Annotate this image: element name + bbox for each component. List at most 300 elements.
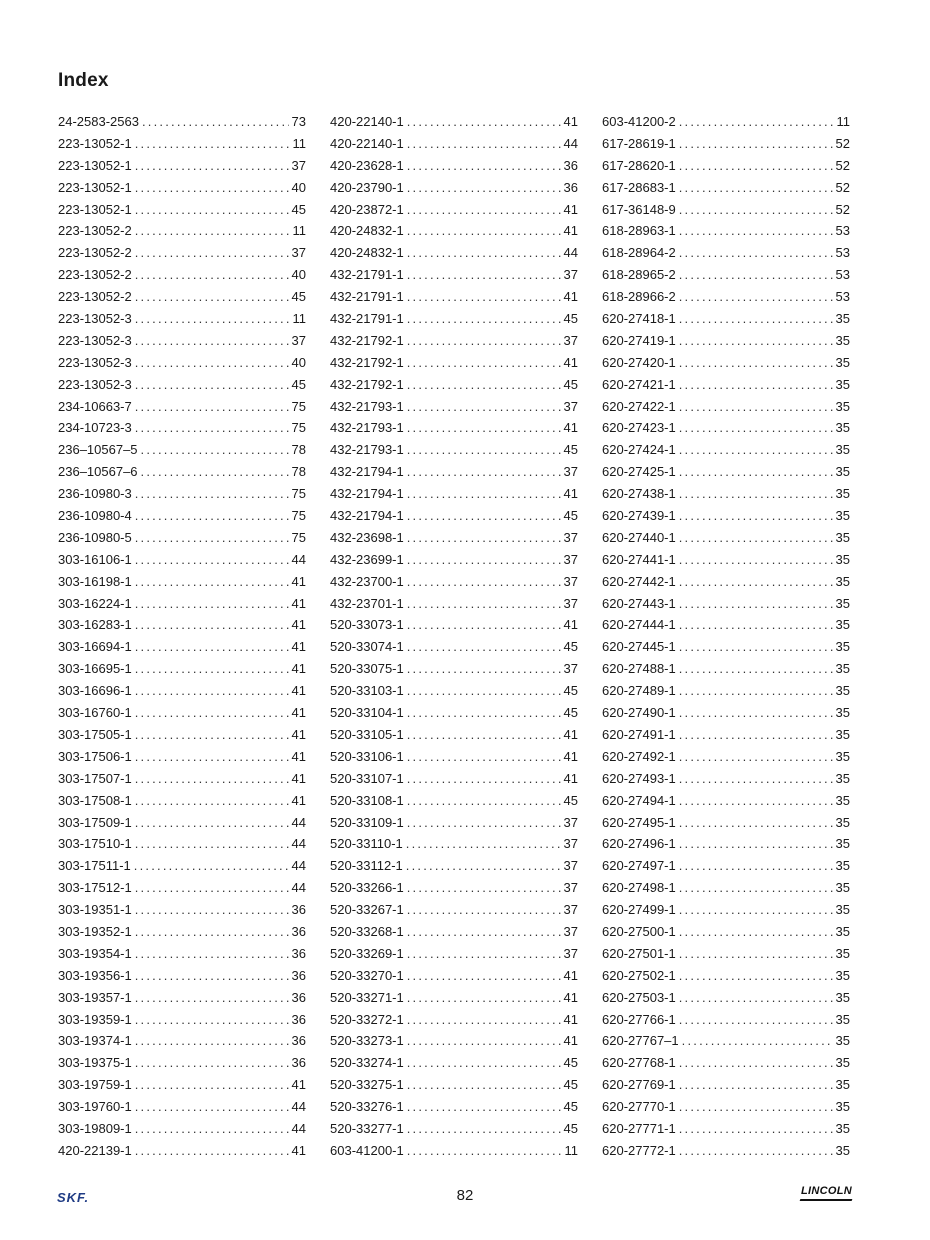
part-number: 620-27489-1 (602, 683, 676, 699)
part-number: 303-16198-1 (58, 573, 132, 589)
page-reference: 75 (291, 398, 306, 414)
dot-leader (135, 180, 289, 195)
index-entry (58, 727, 306, 749)
part-number: 420-23872-1 (330, 201, 404, 217)
dot-leader (135, 596, 289, 611)
index-entry (58, 114, 306, 136)
part-number: 236-10980-4 (58, 508, 132, 524)
index-entry (330, 858, 578, 880)
dot-leader (135, 420, 289, 435)
index-entry (330, 661, 578, 683)
index-entry (330, 136, 578, 158)
dot-leader (407, 289, 561, 304)
page-reference: 35 (835, 1099, 850, 1115)
index-entry (602, 596, 850, 618)
index-entry (58, 267, 306, 289)
part-number: 303-16224-1 (58, 595, 132, 611)
index-entry (58, 705, 306, 727)
part-number: 620-27494-1 (602, 792, 676, 808)
page-reference: 41 (563, 1011, 578, 1027)
dot-leader (135, 639, 289, 654)
dot-leader (679, 749, 833, 764)
index-entry (330, 990, 578, 1012)
index-entry (330, 1055, 578, 1077)
index-entry (58, 333, 306, 355)
index-entry (330, 223, 578, 245)
dot-leader (679, 114, 833, 129)
part-number: 303-17512-1 (58, 880, 132, 896)
page-reference: 45 (563, 1055, 578, 1071)
page-reference: 35 (835, 595, 850, 611)
page-reference: 44 (291, 1120, 306, 1136)
page-reference: 52 (835, 135, 850, 151)
index-entry (330, 377, 578, 399)
page-reference: 41 (563, 114, 578, 129)
part-number: 620-27496-1 (602, 836, 676, 852)
part-number: 520-33269-1 (330, 945, 404, 961)
dot-leader (135, 705, 289, 720)
dot-leader (679, 223, 833, 238)
page-reference: 37 (563, 332, 578, 348)
index-entry (602, 552, 850, 574)
index-entry (602, 574, 850, 596)
dot-leader (135, 836, 289, 851)
dot-leader (135, 924, 289, 939)
page-reference: 75 (291, 529, 306, 545)
dot-leader (407, 158, 561, 173)
dot-leader (679, 1121, 833, 1136)
part-number: 303-19356-1 (58, 967, 132, 983)
part-number: 617-28620-1 (602, 157, 676, 173)
part-number: 520-33266-1 (330, 880, 404, 896)
index-entry (602, 223, 850, 245)
index-entry (330, 1077, 578, 1099)
part-number: 620-27422-1 (602, 398, 676, 414)
dot-leader (141, 464, 289, 479)
part-number: 303-17507-1 (58, 770, 132, 786)
index-entry (58, 530, 306, 552)
dot-leader (135, 1012, 289, 1027)
dot-leader (135, 990, 289, 1005)
dot-leader (679, 158, 833, 173)
dot-leader (407, 617, 561, 632)
part-number: 520-33110-1 (330, 836, 403, 852)
index-entry (330, 355, 578, 377)
dot-leader (135, 289, 289, 304)
index-entry (602, 1099, 850, 1121)
page-reference: 35 (835, 354, 850, 370)
part-number: 520-33109-1 (330, 814, 404, 830)
index-entry (58, 617, 306, 639)
dot-leader (135, 946, 289, 961)
dot-leader (679, 1012, 833, 1027)
page-reference: 41 (291, 726, 306, 742)
dot-leader (679, 267, 833, 282)
part-number: 432-23701-1 (330, 595, 404, 611)
index-entry (602, 377, 850, 399)
index-entry (602, 880, 850, 902)
dot-leader (407, 968, 561, 983)
part-number: 223-13052-1 (58, 201, 132, 217)
index-entry (602, 902, 850, 924)
part-number: 303-16283-1 (58, 617, 132, 633)
dot-leader (135, 355, 289, 370)
dot-leader (407, 1121, 561, 1136)
dot-leader (679, 399, 833, 414)
page-reference: 37 (563, 836, 578, 852)
dot-leader (407, 245, 561, 260)
page-reference: 78 (291, 464, 306, 480)
dot-leader (679, 574, 833, 589)
index-entry (58, 661, 306, 683)
part-number: 24-2583-2563 (58, 114, 139, 129)
page-reference: 35 (835, 376, 850, 392)
dot-leader (135, 508, 289, 523)
index-entry (602, 136, 850, 158)
index-entry (602, 1143, 850, 1165)
dot-leader (679, 793, 833, 808)
index-entry (602, 639, 850, 661)
index-entry (602, 420, 850, 442)
dot-leader (679, 289, 833, 304)
page-reference: 35 (835, 836, 850, 852)
index-entry (58, 245, 306, 267)
dot-leader (407, 1099, 561, 1114)
index-entry (58, 508, 306, 530)
dot-leader (679, 311, 833, 326)
part-number: 223-13052-1 (58, 135, 132, 151)
page-reference: 35 (835, 814, 850, 830)
dot-leader (135, 902, 289, 917)
page-reference: 35 (835, 748, 850, 764)
part-number: 620-27768-1 (602, 1055, 676, 1071)
page-reference: 36 (291, 989, 306, 1005)
lincoln-logo-underline (800, 1199, 853, 1201)
index-entry (58, 1033, 306, 1055)
page-reference: 41 (563, 420, 578, 436)
dot-leader (407, 924, 561, 939)
dot-leader (407, 771, 561, 786)
part-number: 236-10980-5 (58, 529, 132, 545)
index-entry (58, 464, 306, 486)
part-number: 432-21791-1 (330, 267, 404, 283)
part-number: 520-33267-1 (330, 902, 404, 918)
part-number: 303-16760-1 (58, 705, 132, 721)
page-reference: 37 (563, 661, 578, 677)
dot-leader (135, 1055, 289, 1070)
page-reference: 75 (291, 420, 306, 436)
dot-leader (679, 968, 833, 983)
page-reference: 11 (292, 311, 306, 327)
page-reference: 53 (835, 245, 850, 261)
part-number: 303-16694-1 (58, 639, 132, 655)
part-number: 620-27767–1 (602, 1033, 679, 1049)
page-reference: 35 (835, 398, 850, 414)
page-reference: 37 (563, 551, 578, 567)
index-entry (58, 574, 306, 596)
dot-leader (679, 1055, 833, 1070)
index-entry (602, 245, 850, 267)
dot-leader (135, 815, 289, 830)
page-title: Index (58, 70, 109, 91)
dot-leader (407, 267, 561, 282)
index-entry (330, 289, 578, 311)
page-reference: 11 (292, 135, 306, 151)
index-entry (58, 136, 306, 158)
index-entry (58, 639, 306, 661)
index-entry (330, 311, 578, 333)
part-number: 236-10980-3 (58, 486, 132, 502)
part-number: 620-27438-1 (602, 486, 676, 502)
dot-leader (407, 574, 561, 589)
part-number: 432-21791-1 (330, 289, 404, 305)
page-reference: 37 (563, 858, 578, 874)
index-entry (58, 858, 306, 880)
dot-leader (142, 114, 289, 129)
part-number: 520-33270-1 (330, 967, 404, 983)
part-number: 618-28966-2 (602, 289, 676, 305)
index-entry (330, 530, 578, 552)
dot-leader (679, 858, 833, 873)
part-number: 420-23628-1 (330, 157, 404, 173)
index-entry (330, 771, 578, 793)
part-number: 620-27440-1 (602, 529, 676, 545)
page-reference: 41 (291, 705, 306, 721)
part-number: 520-33271-1 (330, 989, 404, 1005)
dot-leader (135, 552, 289, 567)
dot-leader (679, 1143, 833, 1158)
index-entry (602, 1012, 850, 1034)
page-reference: 53 (835, 267, 850, 283)
index-entry (330, 727, 578, 749)
index-entry (602, 486, 850, 508)
index-entry (602, 858, 850, 880)
page-reference: 35 (835, 705, 850, 721)
dot-leader (407, 355, 561, 370)
dot-leader (407, 399, 561, 414)
part-number: 303-17510-1 (58, 836, 132, 852)
index-entry (330, 880, 578, 902)
dot-leader (141, 442, 289, 457)
page-reference: 75 (291, 486, 306, 502)
index-entry (58, 771, 306, 793)
dot-leader (135, 1143, 289, 1158)
part-number: 432-23699-1 (330, 551, 404, 567)
dot-leader (135, 1033, 289, 1048)
index-entry (602, 683, 850, 705)
part-number: 303-17509-1 (58, 814, 132, 830)
index-entry (330, 464, 578, 486)
index-entry (58, 924, 306, 946)
dot-leader (407, 1012, 561, 1027)
page-reference: 45 (563, 508, 578, 524)
part-number: 432-21792-1 (330, 354, 404, 370)
part-number: 223-13052-3 (58, 311, 132, 327)
part-number: 620-27488-1 (602, 661, 676, 677)
dot-leader (135, 683, 289, 698)
part-number: 520-33277-1 (330, 1120, 404, 1136)
part-number: 432-23698-1 (330, 529, 404, 545)
part-number: 620-27495-1 (602, 814, 676, 830)
index-entry (58, 552, 306, 574)
index-entry (330, 924, 578, 946)
part-number: 620-27493-1 (602, 770, 676, 786)
page-reference: 41 (563, 223, 578, 239)
dot-leader (135, 880, 289, 895)
index-entry (330, 815, 578, 837)
page-reference: 41 (291, 770, 306, 786)
part-number: 620-27443-1 (602, 595, 676, 611)
dot-leader (407, 333, 561, 348)
page-reference: 45 (563, 1120, 578, 1136)
page-reference: 41 (291, 639, 306, 655)
page-reference: 41 (563, 748, 578, 764)
page-reference: 35 (835, 858, 850, 874)
dot-leader (407, 223, 561, 238)
dot-leader (135, 158, 289, 173)
index-entry (602, 158, 850, 180)
dot-leader (679, 815, 833, 830)
index-column-2 (330, 114, 578, 1165)
part-number: 620-27421-1 (602, 376, 676, 392)
index-entry (58, 486, 306, 508)
index-entry (330, 1099, 578, 1121)
part-number: 223-13052-2 (58, 223, 132, 239)
index-entry (330, 399, 578, 421)
page-reference: 35 (835, 486, 850, 502)
part-number: 303-17511-1 (58, 858, 131, 874)
part-number: 620-27490-1 (602, 705, 676, 721)
index-entry (330, 968, 578, 990)
dot-leader (679, 202, 833, 217)
dot-leader (679, 508, 833, 523)
part-number: 520-33108-1 (330, 792, 404, 808)
part-number: 303-19760-1 (58, 1099, 132, 1115)
page-reference: 37 (291, 245, 306, 261)
part-number: 620-27771-1 (602, 1120, 676, 1136)
index-entry (58, 442, 306, 464)
page-reference: 35 (835, 1142, 850, 1158)
part-number: 420-23790-1 (330, 179, 404, 195)
part-number: 223-13052-3 (58, 332, 132, 348)
index-entry (330, 639, 578, 661)
index-entry (602, 705, 850, 727)
dot-leader (679, 683, 833, 698)
page-reference: 35 (835, 989, 850, 1005)
part-number: 223-13052-2 (58, 289, 132, 305)
part-number: 520-33103-1 (330, 683, 404, 699)
index-entry (602, 1033, 850, 1055)
part-number: 234-10723-3 (58, 420, 132, 436)
dot-leader (407, 420, 561, 435)
dot-leader (135, 333, 289, 348)
page-reference: 41 (563, 354, 578, 370)
part-number: 617-36148-9 (602, 201, 676, 217)
page-reference: 41 (291, 1077, 306, 1093)
part-number: 620-27419-1 (602, 332, 676, 348)
page-reference: 35 (835, 1055, 850, 1071)
index-entry (602, 771, 850, 793)
page-reference: 41 (563, 201, 578, 217)
index-entry (602, 617, 850, 639)
index-entry (602, 464, 850, 486)
dot-leader (135, 749, 289, 764)
page-reference: 36 (291, 1033, 306, 1049)
index-entry (602, 793, 850, 815)
page-reference: 36 (563, 157, 578, 173)
page-reference: 35 (835, 726, 850, 742)
page-reference: 44 (291, 880, 306, 896)
page-reference: 44 (291, 814, 306, 830)
part-number: 223-13052-1 (58, 179, 132, 195)
page-reference: 35 (835, 792, 850, 808)
dot-leader (407, 749, 561, 764)
part-number: 223-13052-2 (58, 245, 132, 261)
page-reference: 35 (835, 1120, 850, 1136)
page-reference: 35 (835, 902, 850, 918)
dot-leader (679, 705, 833, 720)
dot-leader (135, 245, 289, 260)
index-entry (58, 1099, 306, 1121)
index-entry (330, 617, 578, 639)
page-reference: 37 (291, 332, 306, 348)
page-reference: 45 (563, 792, 578, 808)
part-number: 303-16695-1 (58, 661, 132, 677)
page-reference: 35 (835, 683, 850, 699)
part-number: 520-33073-1 (330, 617, 404, 633)
dot-leader (407, 990, 561, 1005)
index-entry (58, 596, 306, 618)
dot-leader (679, 355, 833, 370)
page-reference: 52 (835, 157, 850, 173)
index-entry (602, 442, 850, 464)
dot-leader (135, 1121, 289, 1136)
index-entry (58, 749, 306, 771)
page-reference: 35 (835, 464, 850, 480)
page-reference: 41 (291, 1142, 306, 1158)
part-number: 420-22140-1 (330, 135, 404, 151)
index-entry (602, 836, 850, 858)
page-reference: 36 (291, 1011, 306, 1027)
part-number: 420-22139-1 (58, 1142, 132, 1158)
page-reference: 35 (835, 880, 850, 896)
dot-leader (135, 202, 289, 217)
part-number: 520-33276-1 (330, 1099, 404, 1115)
index-entry (58, 289, 306, 311)
page-reference: 35 (835, 442, 850, 458)
page-reference: 53 (835, 223, 850, 239)
part-number: 303-16696-1 (58, 683, 132, 699)
index-entry (330, 508, 578, 530)
part-number: 223-13052-3 (58, 354, 132, 370)
page-reference: 73 (291, 114, 306, 129)
dot-leader (407, 464, 561, 479)
part-number: 303-19357-1 (58, 989, 132, 1005)
dot-leader (679, 245, 833, 260)
dot-leader (679, 464, 833, 479)
index-entry (330, 202, 578, 224)
index-entry (330, 552, 578, 574)
dot-leader (135, 574, 289, 589)
page-number: 82 (456, 1187, 474, 1204)
index-entry (602, 968, 850, 990)
part-number: 620-27423-1 (602, 420, 676, 436)
index-entry (602, 267, 850, 289)
page-reference: 45 (291, 201, 306, 217)
dot-leader (135, 793, 289, 808)
dot-leader (679, 836, 833, 851)
part-number: 520-33273-1 (330, 1033, 404, 1049)
